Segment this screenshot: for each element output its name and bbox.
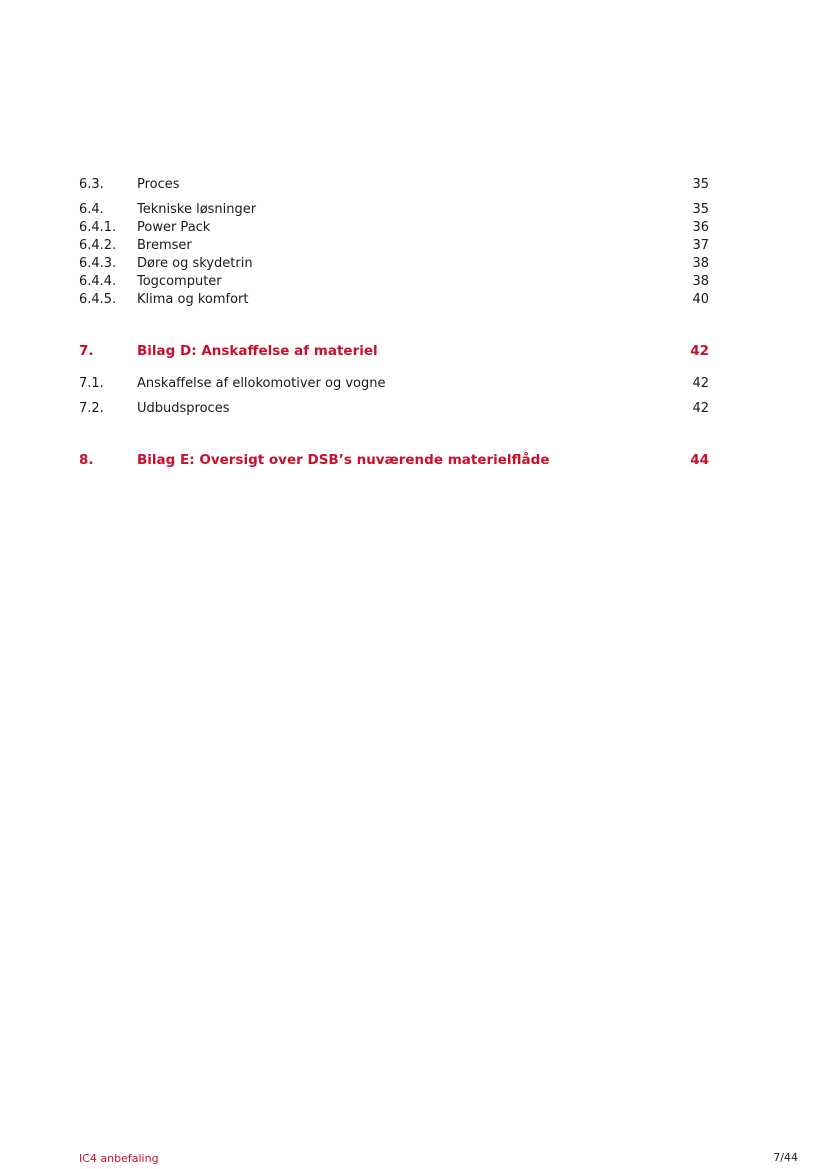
toc-entry-6-4[interactable]: [79, 201, 709, 219]
toc-entry-6-4-4[interactable]: [79, 273, 709, 291]
toc-entry-number: 6.4.5.: [79, 292, 117, 307]
toc-entry-number: 8.: [79, 452, 94, 468]
toc-entry-page: 42: [690, 343, 709, 359]
toc-entry-number: 7.1.: [79, 376, 104, 391]
toc-entry-title: Klima og komfort: [137, 292, 249, 307]
toc-entry-number: 6.4.2.: [79, 238, 117, 253]
toc-entry-title: Togcomputer: [137, 274, 222, 289]
toc-entry-6-4-5[interactable]: [79, 291, 709, 309]
toc-entry-page: 44: [690, 452, 709, 468]
footer-document-title: IC4 anbefaling: [79, 1152, 159, 1165]
footer-page-number: 7/44: [773, 1151, 798, 1164]
toc-entry-page: 38: [692, 274, 709, 289]
toc-entry-page: 37: [692, 238, 709, 253]
toc-chapter-8[interactable]: [79, 451, 709, 469]
toc-entry-page: 42: [692, 401, 709, 416]
toc-entry-number: 6.3.: [79, 177, 104, 192]
toc-entry-title: Tekniske løsninger: [137, 202, 257, 217]
toc-entry-title: Anskaffelse af ellokomotiver og vogne: [137, 376, 386, 391]
toc-entry-number: 6.4.4.: [79, 274, 117, 289]
toc-entry-6-4-3[interactable]: [79, 255, 709, 273]
toc-entry-title: Udbudsproces: [137, 401, 230, 416]
toc-entry-number: 7.: [79, 343, 94, 359]
toc-entry-number: 6.4.: [79, 202, 104, 217]
toc-entry-6-4-2[interactable]: [79, 237, 709, 255]
toc-entry-number: 7.2.: [79, 401, 104, 416]
toc-entry-title: Proces: [137, 177, 180, 192]
toc-entry-page: 35: [692, 177, 709, 192]
toc-entry-title: Bremser: [137, 238, 192, 253]
toc-chapter-7[interactable]: [79, 342, 709, 360]
toc-entry-page: 38: [692, 256, 709, 271]
toc-entry-7-1[interactable]: [79, 375, 709, 393]
toc-entry-6-3[interactable]: [79, 176, 709, 194]
toc-entry-page: 35: [692, 202, 709, 217]
toc-entry-page: 36: [692, 220, 709, 235]
toc-entry-title: Bilag E: Oversigt over DSB’s nuværende materielflåde: [137, 452, 550, 468]
toc-entry-title: Bilag D: Anskaffelse af materiel: [137, 343, 378, 359]
toc-entry-title: Døre og skydetrin: [137, 256, 253, 271]
toc-entry-page: 42: [692, 376, 709, 391]
toc-entry-number: 6.4.1.: [79, 220, 117, 235]
toc-entry-7-2[interactable]: [79, 400, 709, 418]
toc-entry-title: Power Pack: [137, 220, 211, 235]
toc-entry-6-4-1[interactable]: [79, 219, 709, 237]
toc-entry-number: 6.4.3.: [79, 256, 117, 271]
toc-entry-page: 40: [692, 292, 709, 307]
